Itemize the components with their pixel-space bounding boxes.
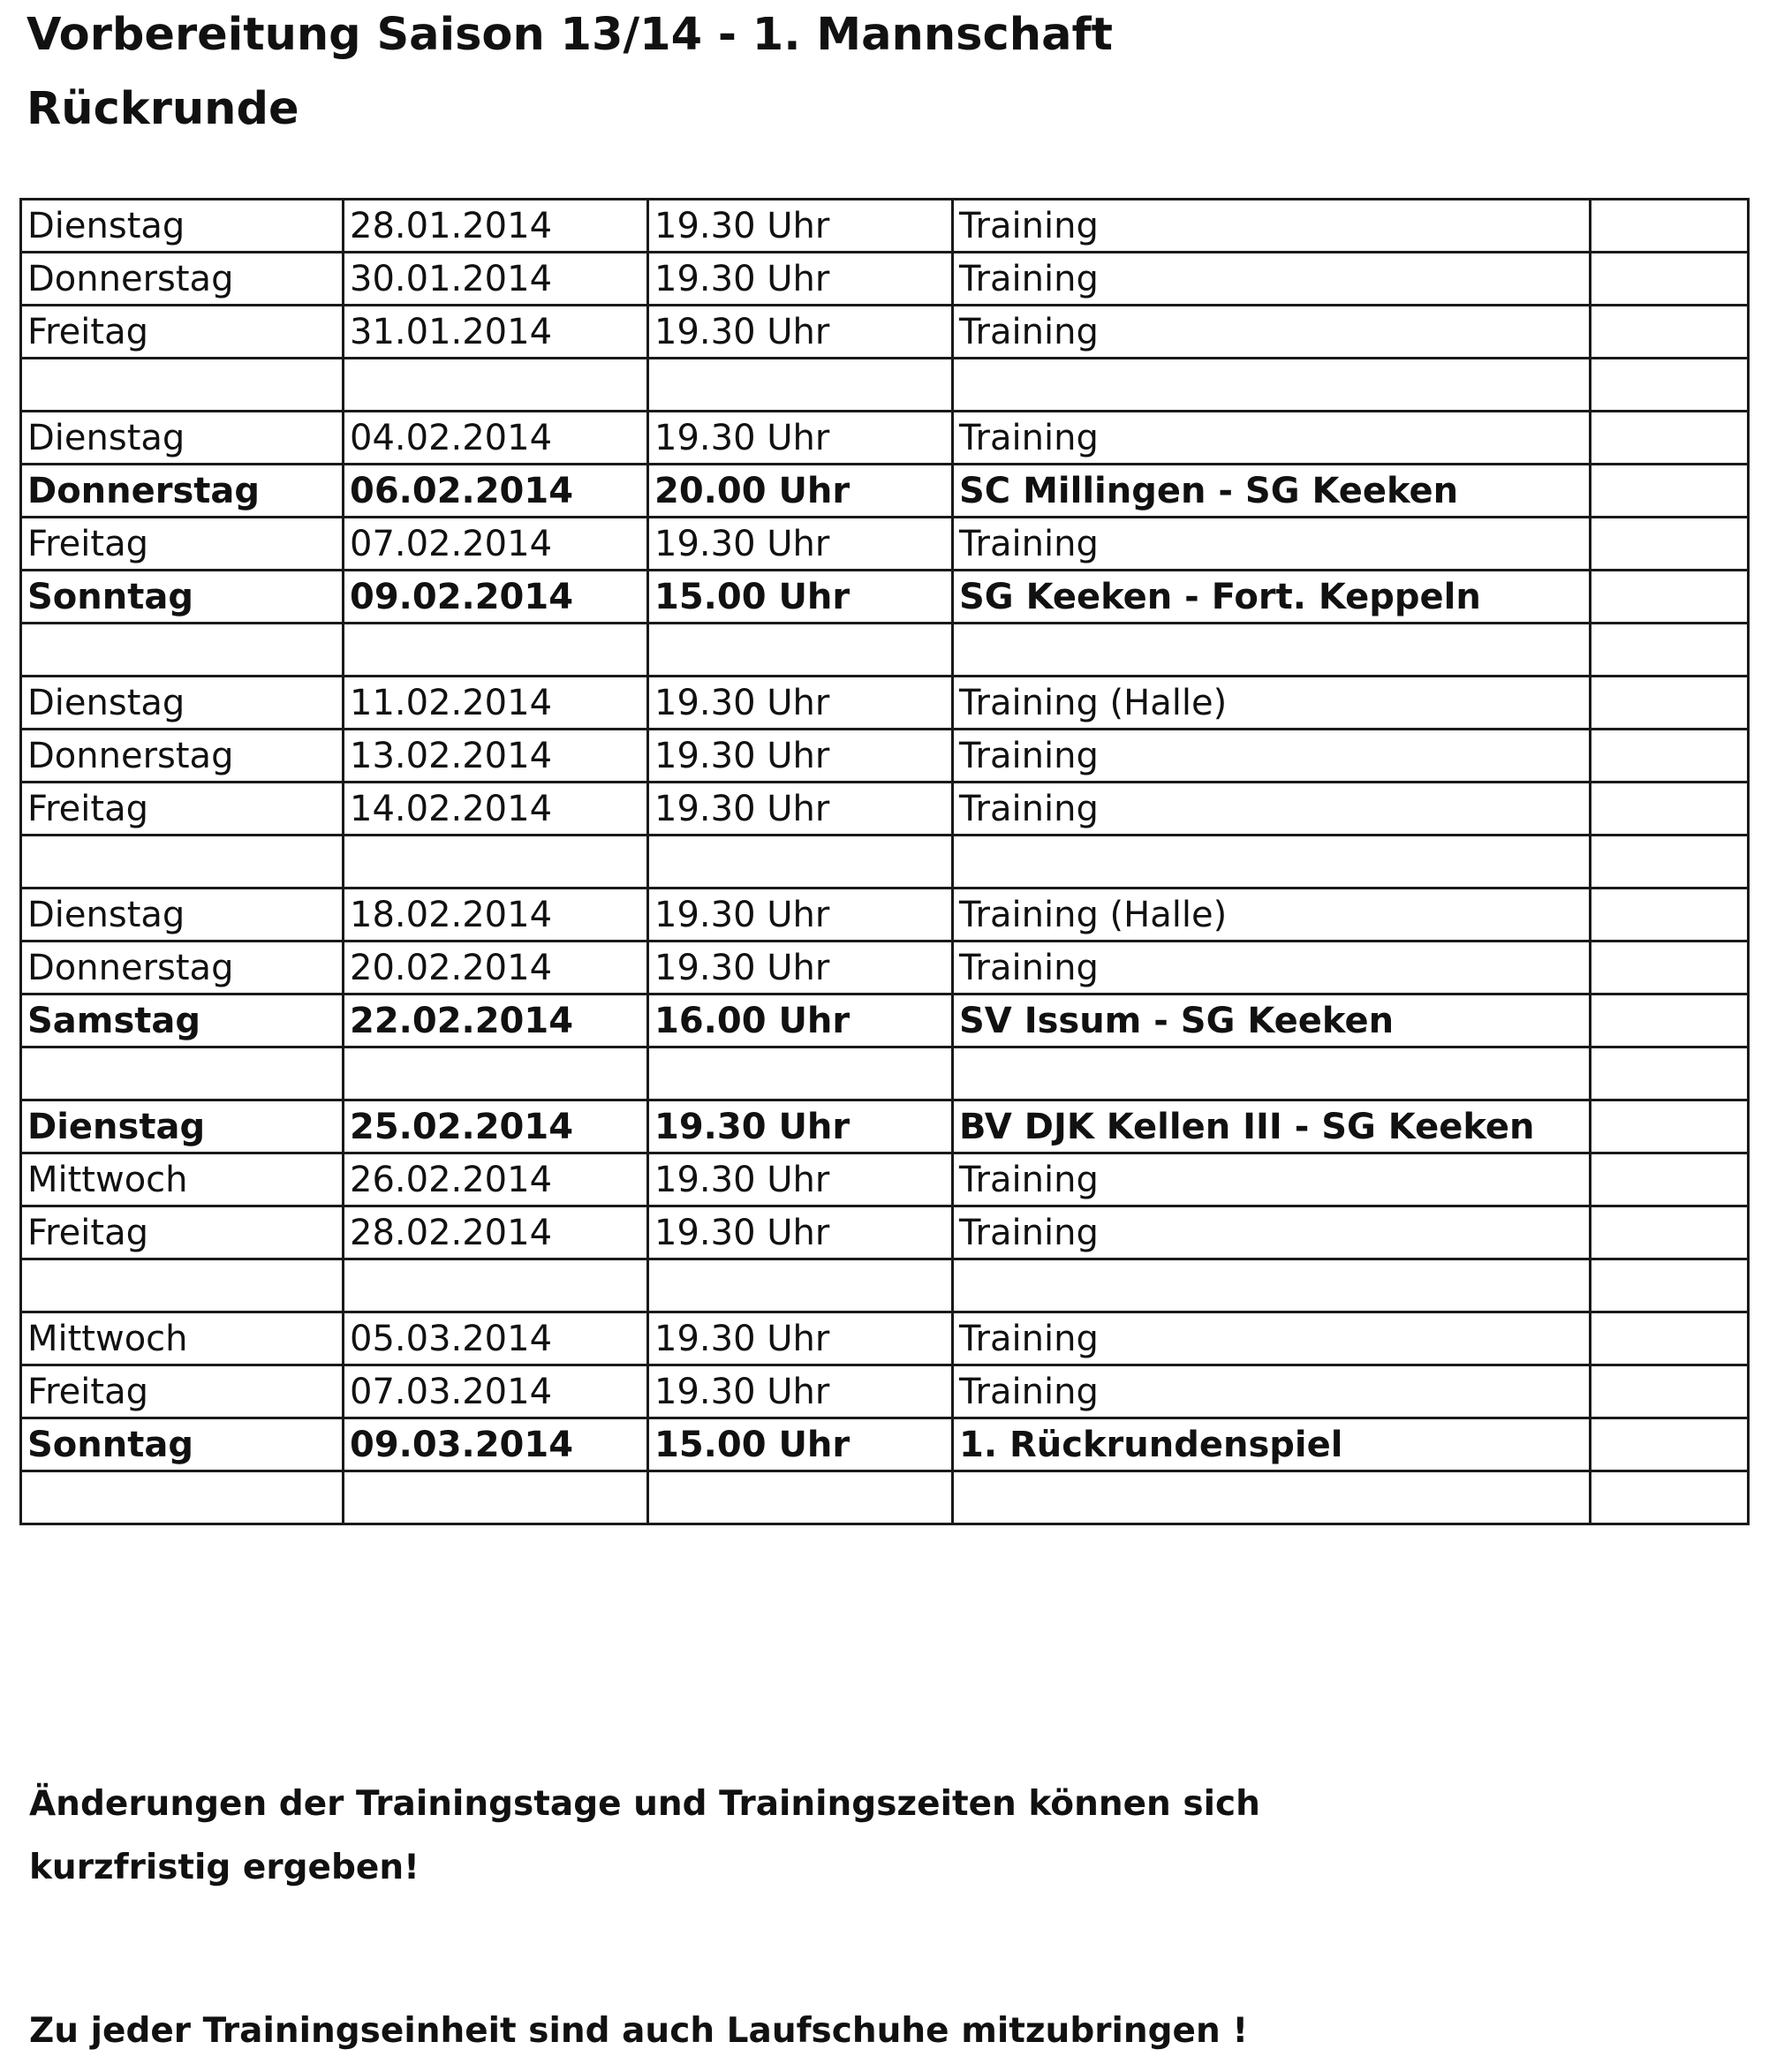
schedule-spacer-row	[21, 1047, 1749, 1100]
event-cell: Training	[953, 1365, 1591, 1418]
weekday-cell: Dienstag	[21, 889, 344, 941]
extra-cell	[1591, 465, 1749, 518]
schedule-spacer-row	[21, 836, 1749, 889]
event-cell	[953, 836, 1591, 889]
event-cell: BV DJK Kellen III - SG Keeken	[953, 1100, 1591, 1153]
weekday-cell	[21, 359, 344, 412]
event-cell: Training	[953, 518, 1591, 571]
event-cell	[953, 1047, 1591, 1100]
weekday-cell: Mittwoch	[21, 1312, 344, 1365]
extra-cell	[1591, 359, 1749, 412]
schedule-row	[21, 412, 1749, 465]
weekday-cell: Dienstag	[21, 412, 344, 465]
extra-cell	[1591, 1153, 1749, 1206]
event-cell	[953, 624, 1591, 677]
time-cell	[648, 359, 953, 412]
time-cell: 19.30 Uhr	[648, 677, 953, 730]
time-cell: 16.00 Uhr	[648, 994, 953, 1047]
change-notice-line1: Änderungen der Trainingstage und Trainingszeiten können sich	[29, 1784, 1260, 1824]
date-cell: 31.01.2014	[344, 306, 648, 359]
schedule-row	[21, 571, 1749, 624]
extra-cell	[1591, 253, 1749, 306]
schedule-row	[21, 783, 1749, 836]
date-cell	[344, 1259, 648, 1312]
extra-cell	[1591, 889, 1749, 941]
extra-cell	[1591, 677, 1749, 730]
schedule-row	[21, 1153, 1749, 1206]
event-cell	[953, 1471, 1591, 1524]
extra-cell	[1591, 1365, 1749, 1418]
extra-cell	[1591, 730, 1749, 783]
date-cell: 28.01.2014	[344, 200, 648, 253]
event-cell: Training	[953, 730, 1591, 783]
event-cell: Training (Halle)	[953, 889, 1591, 941]
running-shoes-notice: Zu jeder Trainingseinheit sind auch Laufschuhe mitzubringen !	[29, 2011, 1249, 2051]
schedule-spacer-row	[21, 1471, 1749, 1524]
schedule-table	[19, 198, 1750, 1525]
schedule-row	[21, 889, 1749, 941]
schedule-row	[21, 730, 1749, 783]
extra-cell	[1591, 1418, 1749, 1471]
weekday-cell	[21, 1047, 344, 1100]
time-cell: 19.30 Uhr	[648, 1206, 953, 1259]
time-cell	[648, 1471, 953, 1524]
schedule-row	[21, 1100, 1749, 1153]
weekday-cell: Donnerstag	[21, 941, 344, 994]
event-cell: SC Millingen - SG Keeken	[953, 465, 1591, 518]
extra-cell	[1591, 1312, 1749, 1365]
event-cell: Training	[953, 1312, 1591, 1365]
weekday-cell: Mittwoch	[21, 1153, 344, 1206]
weekday-cell: Donnerstag	[21, 465, 344, 518]
date-cell: 18.02.2014	[344, 889, 648, 941]
time-cell: 19.30 Uhr	[648, 730, 953, 783]
time-cell: 20.00 Uhr	[648, 465, 953, 518]
weekday-cell: Samstag	[21, 994, 344, 1047]
date-cell	[344, 624, 648, 677]
time-cell: 19.30 Uhr	[648, 941, 953, 994]
event-cell	[953, 359, 1591, 412]
schedule-row	[21, 941, 1749, 994]
weekday-cell: Donnerstag	[21, 730, 344, 783]
extra-cell	[1591, 941, 1749, 994]
event-cell: Training	[953, 306, 1591, 359]
extra-cell	[1591, 1100, 1749, 1153]
event-cell: Training	[953, 1153, 1591, 1206]
time-cell: 19.30 Uhr	[648, 1365, 953, 1418]
event-cell: Training	[953, 200, 1591, 253]
time-cell: 19.30 Uhr	[648, 306, 953, 359]
weekday-cell: Donnerstag	[21, 253, 344, 306]
extra-cell	[1591, 624, 1749, 677]
schedule-spacer-row	[21, 624, 1749, 677]
event-cell: Training	[953, 1206, 1591, 1259]
weekday-cell: Dienstag	[21, 1100, 344, 1153]
date-cell: 05.03.2014	[344, 1312, 648, 1365]
date-cell: 07.02.2014	[344, 518, 648, 571]
schedule-body	[21, 200, 1749, 1524]
time-cell: 19.30 Uhr	[648, 518, 953, 571]
extra-cell	[1591, 783, 1749, 836]
weekday-cell: Freitag	[21, 1206, 344, 1259]
extra-cell	[1591, 1047, 1749, 1100]
schedule-row	[21, 1206, 1749, 1259]
weekday-cell	[21, 1471, 344, 1524]
event-cell: SG Keeken - Fort. Keppeln	[953, 571, 1591, 624]
time-cell	[648, 624, 953, 677]
event-cell: Training	[953, 412, 1591, 465]
time-cell	[648, 1047, 953, 1100]
time-cell: 19.30 Uhr	[648, 253, 953, 306]
time-cell: 19.30 Uhr	[648, 412, 953, 465]
date-cell: 25.02.2014	[344, 1100, 648, 1153]
schedule-row	[21, 465, 1749, 518]
extra-cell	[1591, 1471, 1749, 1524]
weekday-cell: Sonntag	[21, 571, 344, 624]
schedule-row	[21, 306, 1749, 359]
schedule-spacer-row	[21, 1259, 1749, 1312]
date-cell: 14.02.2014	[344, 783, 648, 836]
date-cell	[344, 359, 648, 412]
event-cell: Training	[953, 783, 1591, 836]
time-cell	[648, 836, 953, 889]
time-cell: 19.30 Uhr	[648, 1312, 953, 1365]
page-title: Vorbereitung Saison 13/14 - 1. Mannschaft	[26, 9, 1114, 61]
time-cell: 19.30 Uhr	[648, 1100, 953, 1153]
event-cell: Training	[953, 253, 1591, 306]
date-cell	[344, 1471, 648, 1524]
time-cell: 19.30 Uhr	[648, 783, 953, 836]
weekday-cell: Freitag	[21, 518, 344, 571]
date-cell: 13.02.2014	[344, 730, 648, 783]
event-cell: Training (Halle)	[953, 677, 1591, 730]
time-cell: 19.30 Uhr	[648, 889, 953, 941]
date-cell: 07.03.2014	[344, 1365, 648, 1418]
time-cell: 19.30 Uhr	[648, 200, 953, 253]
schedule-row	[21, 200, 1749, 253]
time-cell: 19.30 Uhr	[648, 1153, 953, 1206]
weekday-cell	[21, 836, 344, 889]
schedule-row	[21, 677, 1749, 730]
page-subtitle: Rückrunde	[26, 83, 299, 135]
schedule-spacer-row	[21, 359, 1749, 412]
weekday-cell: Freitag	[21, 783, 344, 836]
extra-cell	[1591, 200, 1749, 253]
extra-cell	[1591, 412, 1749, 465]
event-cell: 1. Rückrundenspiel	[953, 1418, 1591, 1471]
weekday-cell: Dienstag	[21, 677, 344, 730]
extra-cell	[1591, 306, 1749, 359]
schedule-row	[21, 518, 1749, 571]
time-cell: 15.00 Uhr	[648, 1418, 953, 1471]
extra-cell	[1591, 1259, 1749, 1312]
date-cell: 28.02.2014	[344, 1206, 648, 1259]
schedule-row	[21, 1365, 1749, 1418]
extra-cell	[1591, 994, 1749, 1047]
event-cell: SV Issum - SG Keeken	[953, 994, 1591, 1047]
date-cell	[344, 1047, 648, 1100]
change-notice-line2: kurzfristig ergeben!	[29, 1848, 420, 1887]
date-cell: 06.02.2014	[344, 465, 648, 518]
date-cell: 04.02.2014	[344, 412, 648, 465]
weekday-cell: Dienstag	[21, 200, 344, 253]
extra-cell	[1591, 571, 1749, 624]
schedule-row	[21, 994, 1749, 1047]
weekday-cell	[21, 1259, 344, 1312]
date-cell: 30.01.2014	[344, 253, 648, 306]
date-cell: 09.03.2014	[344, 1418, 648, 1471]
event-cell: Training	[953, 941, 1591, 994]
date-cell: 26.02.2014	[344, 1153, 648, 1206]
date-cell: 11.02.2014	[344, 677, 648, 730]
date-cell: 20.02.2014	[344, 941, 648, 994]
extra-cell	[1591, 836, 1749, 889]
extra-cell	[1591, 518, 1749, 571]
weekday-cell: Freitag	[21, 306, 344, 359]
extra-cell	[1591, 1206, 1749, 1259]
weekday-cell: Freitag	[21, 1365, 344, 1418]
time-cell	[648, 1259, 953, 1312]
date-cell	[344, 836, 648, 889]
schedule-row	[21, 253, 1749, 306]
schedule-row	[21, 1312, 1749, 1365]
weekday-cell	[21, 624, 344, 677]
schedule-row	[21, 1418, 1749, 1471]
weekday-cell: Sonntag	[21, 1418, 344, 1471]
date-cell: 09.02.2014	[344, 571, 648, 624]
event-cell	[953, 1259, 1591, 1312]
time-cell: 15.00 Uhr	[648, 571, 953, 624]
date-cell: 22.02.2014	[344, 994, 648, 1047]
